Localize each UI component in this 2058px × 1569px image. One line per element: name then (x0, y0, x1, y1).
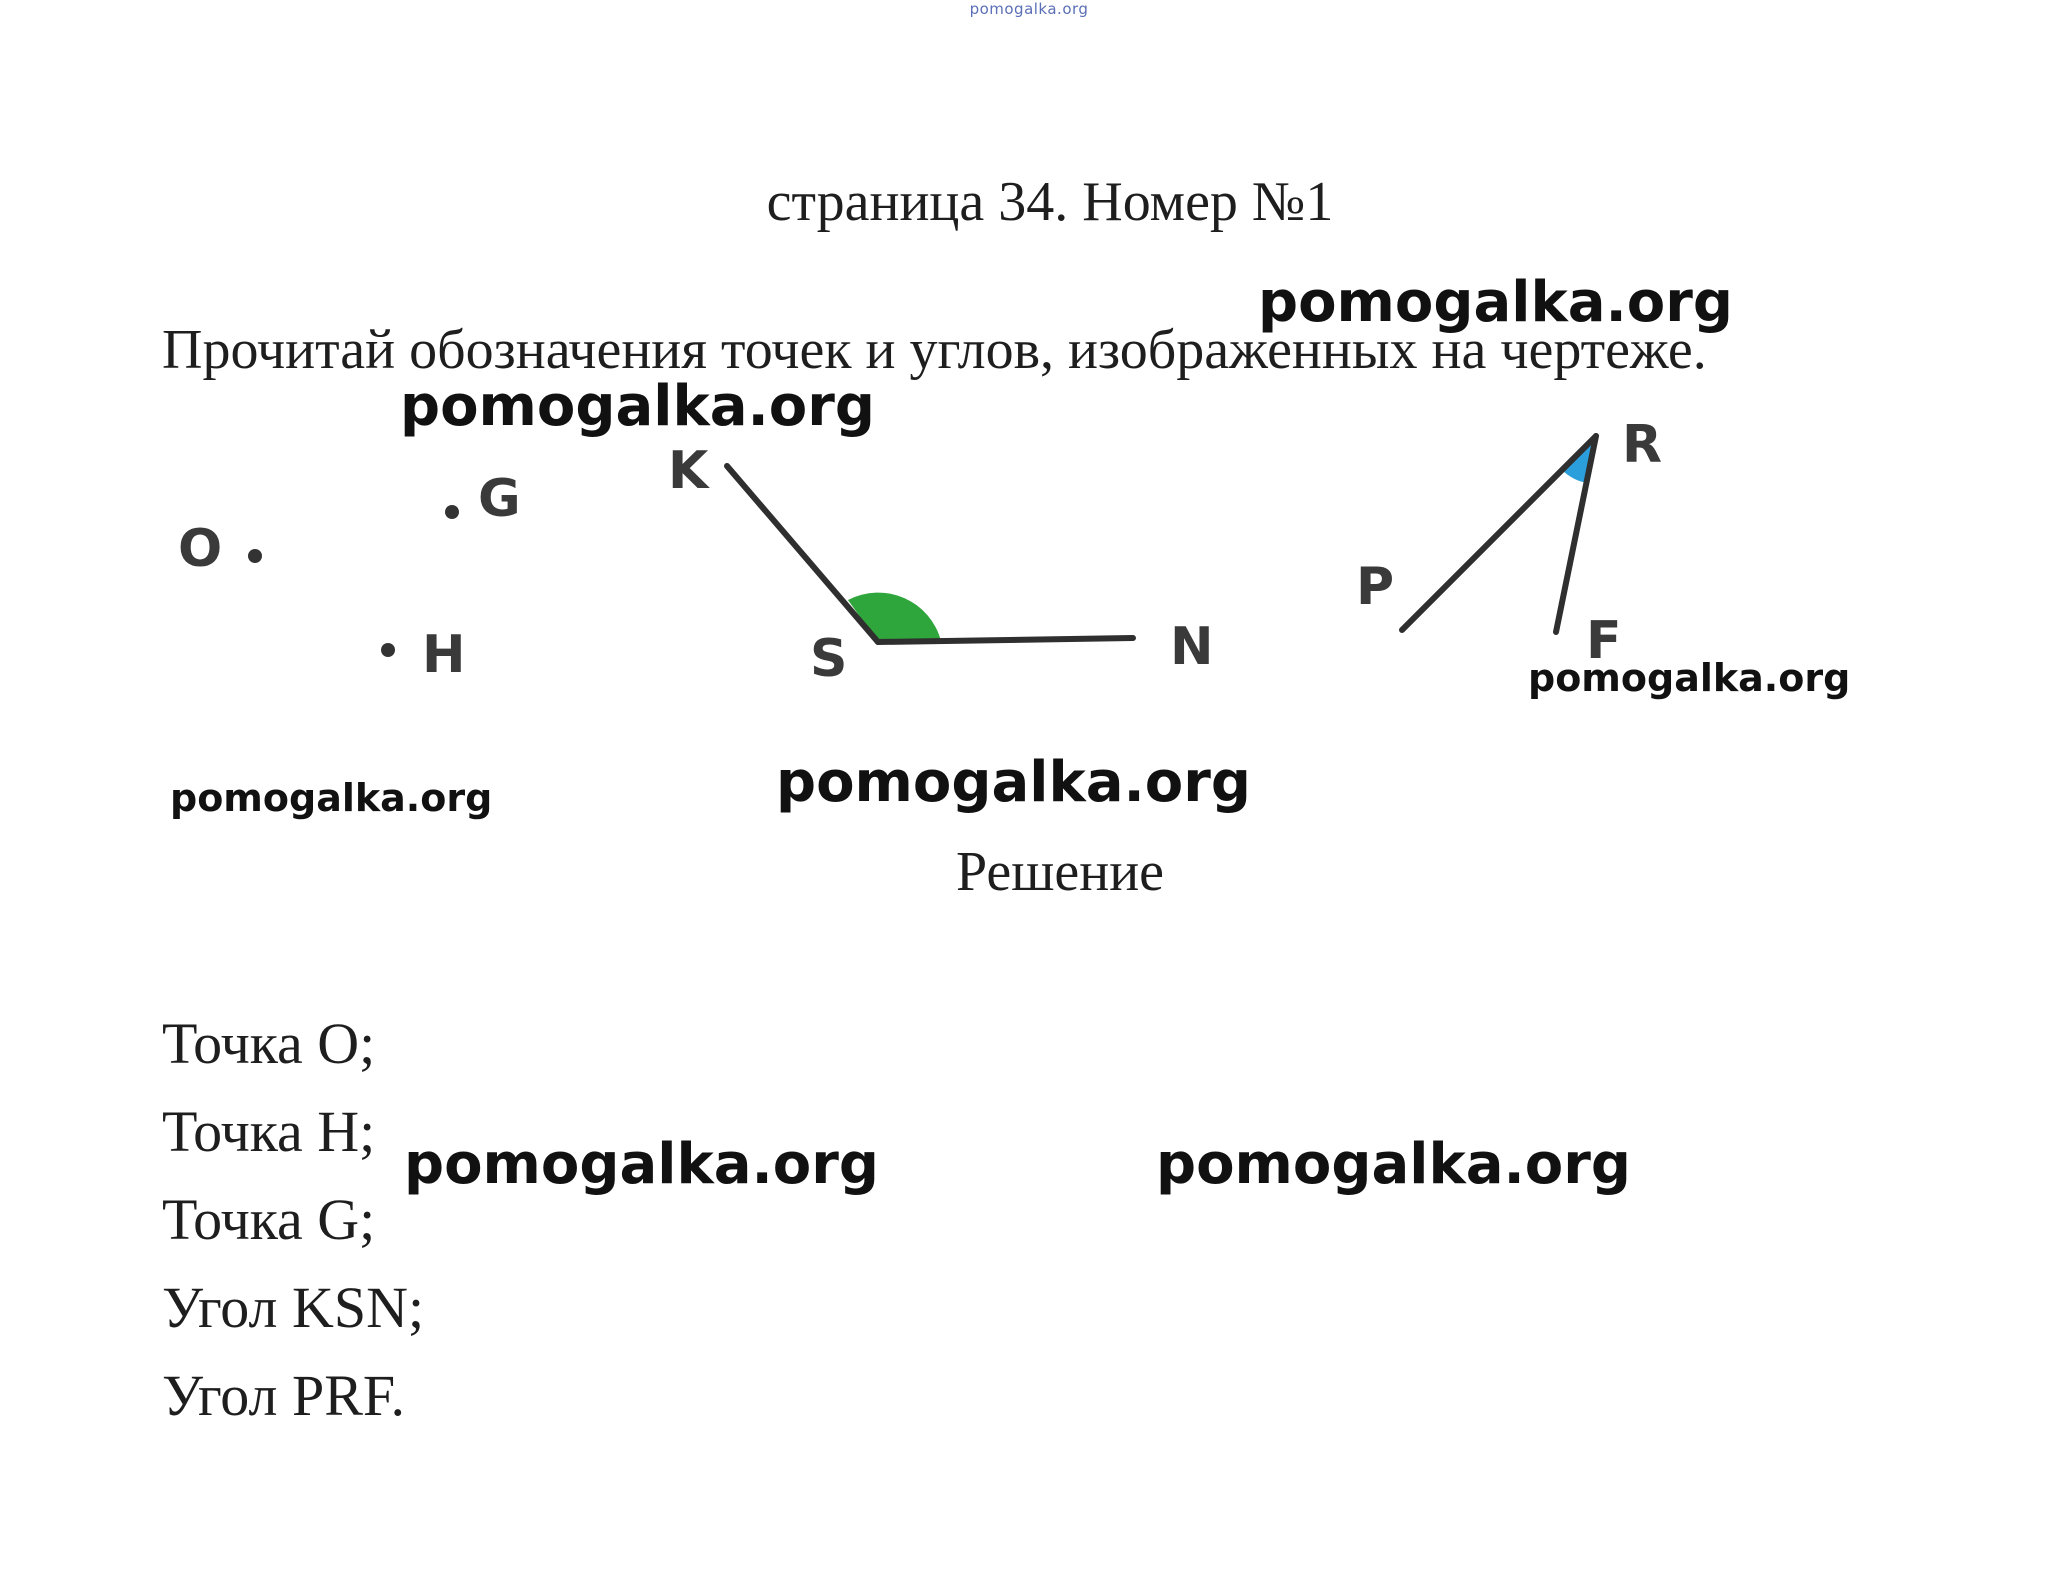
point-s-label: S (810, 629, 848, 689)
ray-rp (1402, 436, 1596, 630)
point-o-label: O (178, 519, 223, 579)
answer-list (162, 1000, 424, 1440)
point-g-dot (445, 505, 459, 519)
ray-sk (727, 466, 878, 642)
watermark: pomogalka.org (1156, 1132, 1631, 1197)
answer-item: Точка G; (162, 1187, 376, 1252)
geometry-figure (0, 0, 2058, 760)
answer-item: Точка H; (162, 1099, 376, 1164)
watermark: pomogalka.org (1528, 656, 1851, 700)
point-r-label: R (1622, 415, 1663, 475)
point-f-label: F (1586, 611, 1622, 671)
task-text: Прочитай обозначения точек и углов, изображенных на чертеже. (162, 319, 1707, 381)
answer-item: Угол KSN; (162, 1275, 425, 1340)
point-h-dot (381, 643, 395, 657)
point-g-label: G (478, 469, 521, 529)
watermark: pomogalka.org (776, 750, 1251, 815)
watermark: pomogalka.org (170, 776, 493, 820)
point-o-dot (248, 549, 262, 563)
watermark: pomogalka.org (404, 1132, 879, 1197)
point-h-label: H (422, 625, 466, 685)
point-p-label: P (1356, 557, 1395, 617)
watermark: pomogalka.org (1258, 270, 1733, 335)
angle-ksn-arc (848, 593, 941, 642)
page-title: страница 34. Номер №1 (766, 171, 1334, 233)
point-k-label: K (668, 441, 709, 501)
answer-item: Точка O; (162, 1011, 376, 1076)
watermark: pomogalka.org (400, 374, 875, 439)
point-n-label: N (1170, 617, 1214, 677)
answer-item: Угол PRF. (162, 1363, 406, 1428)
top-watermark: pomogalka.org (969, 0, 1089, 18)
ray-sn (878, 638, 1133, 642)
solution-title: Решение (955, 841, 1165, 903)
